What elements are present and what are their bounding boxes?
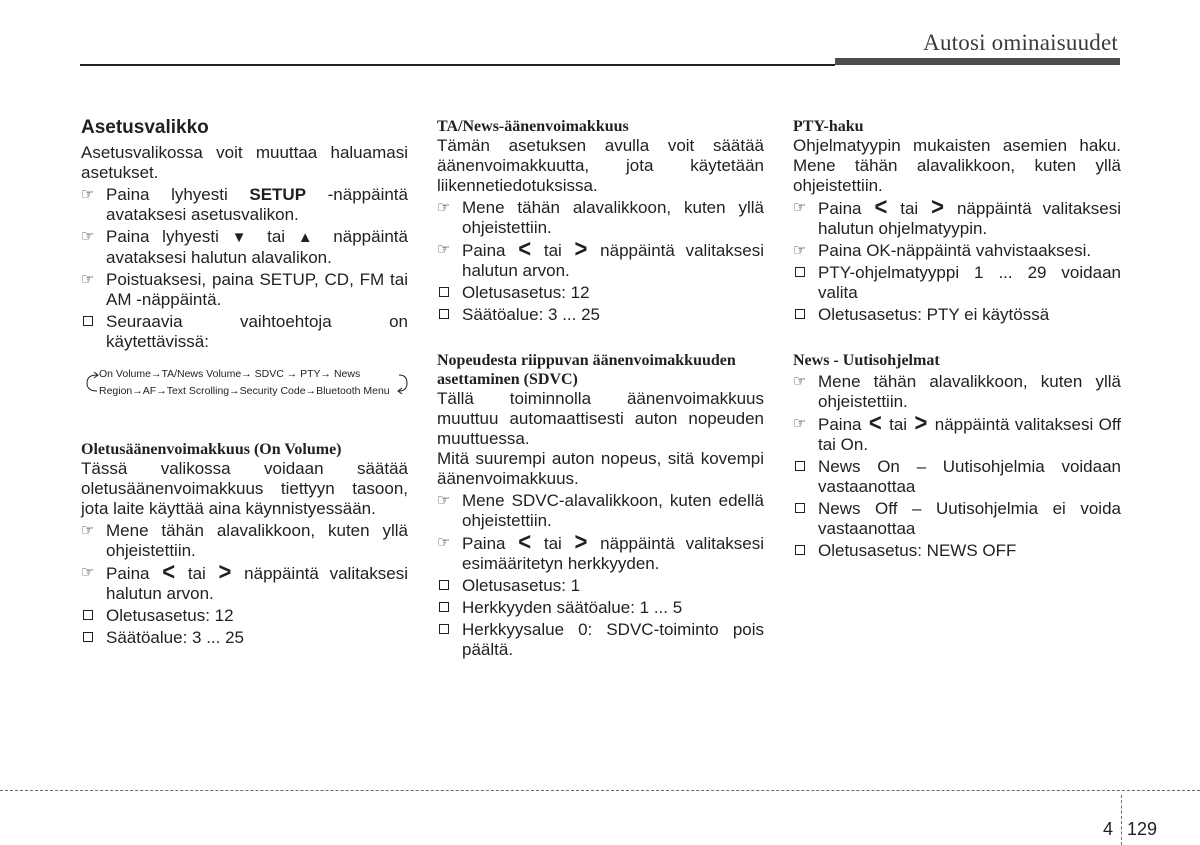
checkbox-icon — [439, 624, 449, 634]
triangle-down-icon: ▼ — [231, 229, 255, 246]
list-item: ☞ Mene tähän alavalikkoon, kuten yllä ohjeistettiin. — [437, 198, 764, 237]
pointing-hand-icon: ☞ — [81, 271, 95, 288]
pointing-hand-icon: ☞ — [437, 241, 451, 258]
list-item: News Off – Uutisohjelmia ei voida vastaanottaa — [793, 499, 1121, 539]
header-rule-accent — [835, 58, 1120, 65]
list-item: Oletusasetus: 12 — [81, 606, 408, 626]
setup-key-label: SETUP — [249, 185, 307, 204]
list-item: Herkkyyden säätöalue: 1 ... 5 — [437, 598, 764, 618]
column-middle — [437, 117, 764, 660]
list-item: ☞ Paina < tai > näppäintä valitaksesi halutun ohjelmatyypin. — [793, 192, 1122, 238]
list-item: ☞ Paina < tai > näppäintä valitaksesi Off tai On. — [793, 408, 1121, 454]
chevron-right-icon: > — [574, 527, 588, 556]
list-item: Seuraavia vaihtoehtoja on käytettävissä: — [81, 312, 408, 352]
menu-flow-diagram — [81, 366, 408, 402]
list-item: Säätöalue: 3 ... 25 — [81, 628, 408, 648]
list-item: Säätöalue: 3 ... 25 — [437, 305, 764, 325]
subsection-heading: Oletusäänenvoimakkuus (On Volume) — [81, 441, 342, 458]
list-item: Oletusasetus: NEWS OFF — [793, 541, 1121, 561]
page-number: 129 — [1127, 819, 1158, 839]
flow-row-2: Region→AF→Text Scrolling→Security Code→Bluetooth Menu — [99, 385, 390, 397]
chevron-left-icon: < — [518, 234, 532, 263]
footer-divider — [1121, 795, 1122, 845]
chevron-left-icon: < — [868, 408, 882, 437]
pointing-hand-icon: ☞ — [437, 199, 451, 216]
chevron-right-icon: > — [218, 557, 232, 586]
list-item: ☞ Paina lyhyesti ▼ tai ▲ näppäintä avataksesi halutun alavalikon. — [81, 227, 408, 267]
chevron-right-icon: > — [914, 408, 928, 437]
paragraph: Mitä suurempi auton nopeus, sitä kovempi äänenvoimakkuus. — [437, 449, 764, 488]
paragraph: Ohjelmatyypin mukaisten asemien haku. Mene tähän alavalikkoon, kuten yllä ohjeistettiin. — [793, 136, 1121, 195]
column-right — [793, 117, 1121, 561]
pointing-hand-icon: ☞ — [437, 534, 451, 551]
pointing-hand-icon: ☞ — [793, 199, 807, 216]
column-left — [81, 112, 408, 648]
pointing-hand-icon: ☞ — [793, 373, 807, 390]
list-item: ☞ Poistuaksesi, paina SETUP, CD, FM tai AM -näppäintä. — [81, 270, 408, 309]
paragraph: Tällä toiminnolla äänenvoimakkuus muuttuu automaattisesti auton nopeuden muuttuessa. — [437, 389, 764, 448]
list-item: ☞ Paina lyhyesti SETUP -näppäintä avataksesi asetusvalikon. — [81, 185, 408, 224]
checkbox-icon — [83, 610, 93, 620]
list-item: ☞ Paina < tai > näppäintä valitaksesi halutun arvon. — [81, 557, 409, 603]
checkbox-icon — [439, 309, 449, 319]
list-item: News On – Uutisohjelmia voidaan vastaanottaa — [793, 457, 1121, 497]
checkbox-icon — [439, 602, 449, 612]
chapter-number: 4 — [1103, 819, 1114, 839]
paragraph: Tämän asetuksen avulla voit säätää äänenvoimakkuutta, jota käytetään liikennetiedotuksissa. — [437, 136, 764, 195]
page-header-title: Autosi ominaisuudet — [923, 30, 1118, 55]
chevron-left-icon: < — [162, 557, 176, 586]
subsection-heading: PTY-haku — [793, 118, 864, 135]
checkbox-icon — [439, 580, 449, 590]
list-item: PTY-ohjelmatyyppi 1 ... 29 voidaan valita — [793, 263, 1121, 303]
checkbox-icon — [795, 461, 805, 471]
list-item: Oletusasetus: 1 — [437, 576, 764, 596]
chevron-left-icon: < — [874, 192, 888, 221]
triangle-up-icon: ▲ — [297, 229, 321, 246]
footer-dashed-rule — [0, 790, 1200, 791]
chevron-left-icon: < — [518, 527, 532, 556]
checkbox-icon — [795, 503, 805, 513]
checkbox-icon — [83, 632, 93, 642]
paragraph: Asetusvalikossa voit muuttaa haluamasi asetukset. — [81, 143, 408, 182]
pointing-hand-icon: ☞ — [81, 522, 95, 539]
subsection-heading: TA/News-äänenvoimakkuus — [437, 118, 629, 135]
list-item: ☞ Mene tähän alavalikkoon, kuten yllä ohjeistettiin. — [793, 372, 1121, 411]
list-item: ☞ Mene tähän alavalikkoon, kuten yllä ohjeistettiin. — [81, 521, 408, 560]
checkbox-icon — [795, 309, 805, 319]
list-item: ☞ Paina < tai > näppäintä valitaksesi halutun arvon. — [437, 234, 765, 280]
checkbox-icon — [795, 267, 805, 277]
section-heading: Asetusvalikko — [81, 117, 209, 138]
paragraph: Tässä valikossa voidaan säätää oletusäänenvoimakkuus tiettyyn tasoon, jota laite käyttää aina käynnistyessään. — [81, 459, 408, 518]
list-item: Herkkyysalue 0: SDVC-toiminto pois päältä. — [437, 620, 764, 660]
pointing-hand-icon: ☞ — [81, 228, 95, 245]
header-rule — [80, 64, 835, 66]
subsection-heading: Nopeudesta riippuvan äänenvoimakkuuden asettaminen (SDVC) — [437, 352, 736, 388]
pointing-hand-icon: ☞ — [437, 492, 451, 509]
list-item: Oletusasetus: 12 — [437, 283, 764, 303]
list-item: ☞ Paina < tai > näppäintä valitaksesi esimääritetyn herkkyyden. — [437, 527, 765, 573]
checkbox-icon — [439, 287, 449, 297]
pointing-hand-icon: ☞ — [81, 186, 95, 203]
chevron-right-icon: > — [574, 234, 588, 263]
checkbox-icon — [83, 316, 93, 326]
pointing-hand-icon: ☞ — [81, 564, 95, 581]
list-item: ☞ Mene SDVC-alavalikkoon, kuten edellä ohjeistettiin. — [437, 491, 764, 530]
pointing-hand-icon: ☞ — [793, 242, 807, 259]
list-item: ☞ Paina OK-näppäintä vahvistaaksesi. — [793, 241, 1092, 260]
subsection-heading: News - Uutisohjelmat — [793, 352, 940, 369]
list-item: Oletusasetus: PTY ei käytössä — [793, 305, 1121, 325]
pointing-hand-icon: ☞ — [793, 415, 807, 432]
flow-row-1: On Volume→TA/News Volume→ SDVC → PTY→ News — [99, 368, 361, 380]
checkbox-icon — [795, 545, 805, 555]
chevron-right-icon: > — [931, 192, 945, 221]
